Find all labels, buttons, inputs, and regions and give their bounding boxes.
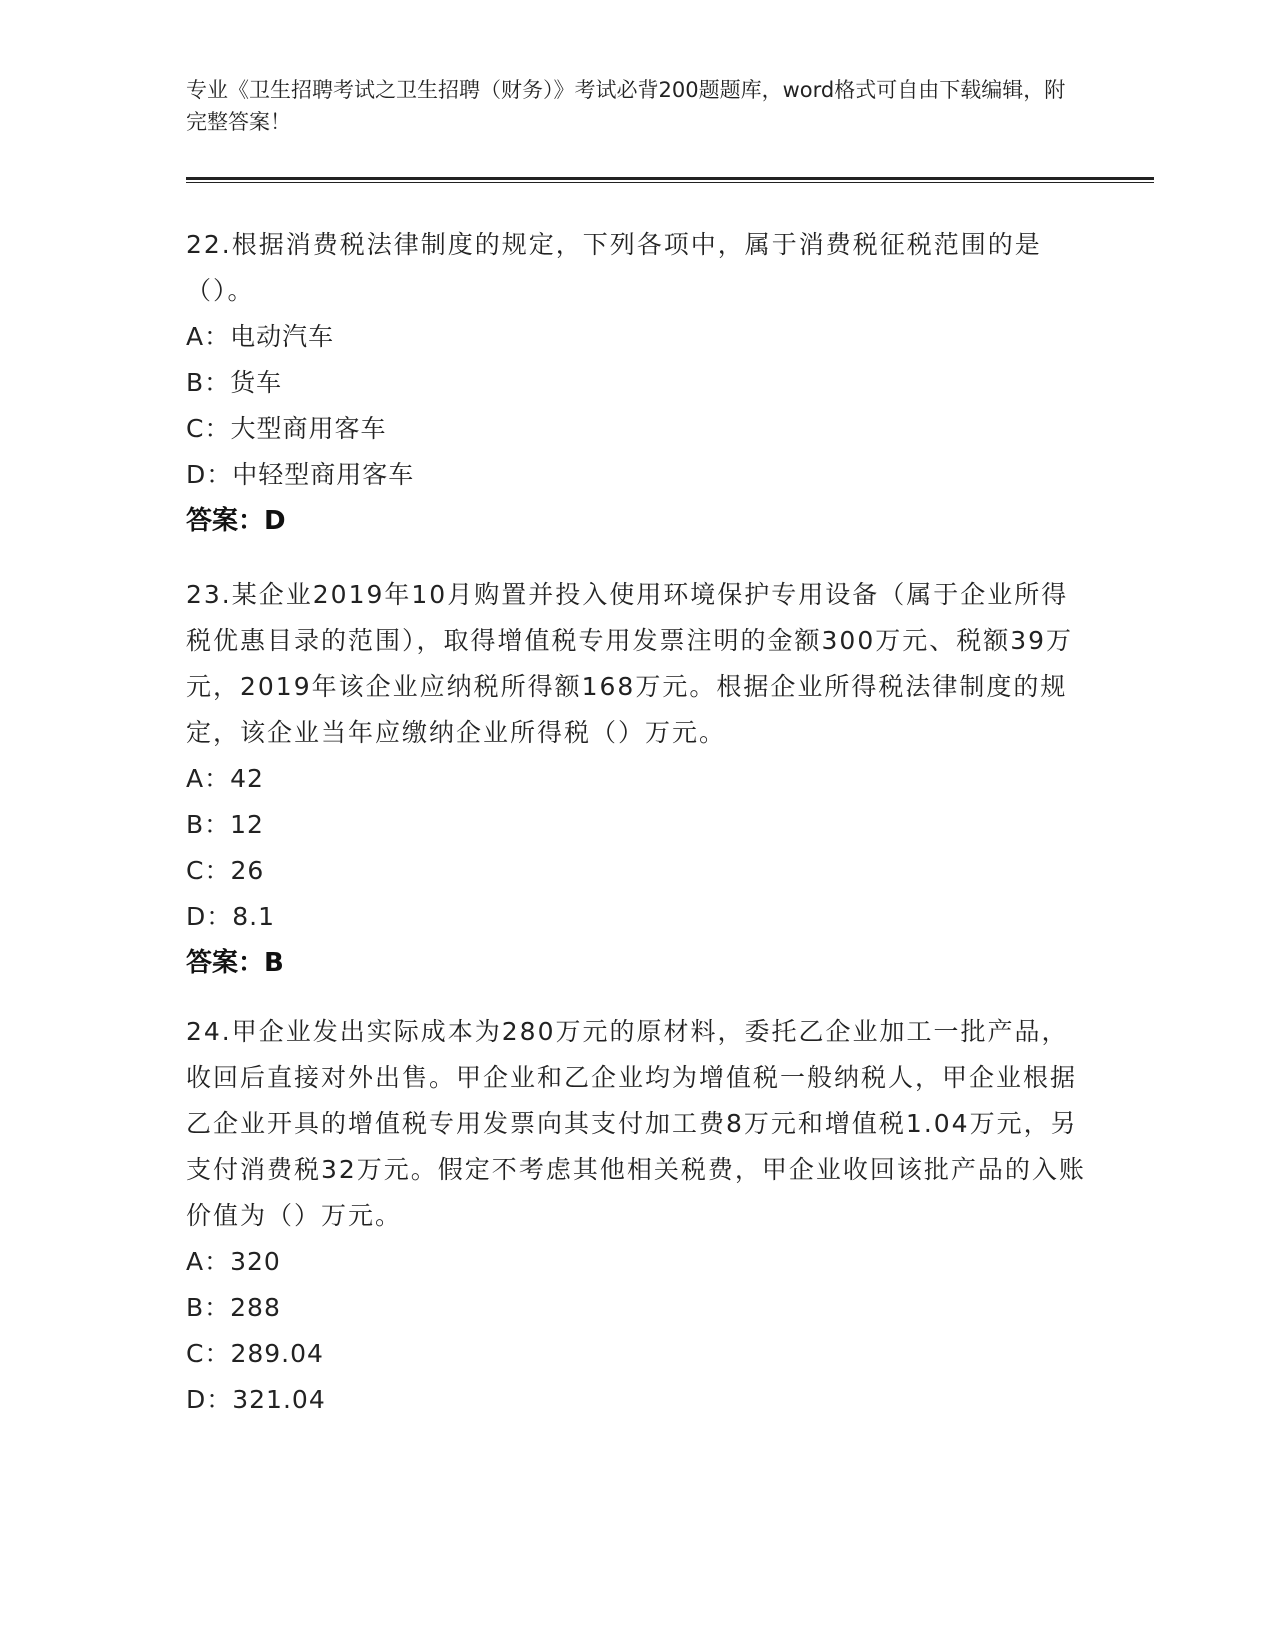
option-c: C：26 bbox=[186, 856, 265, 885]
option-a: A：320 bbox=[186, 1247, 281, 1276]
option-a: A：电动汽车 bbox=[186, 322, 335, 351]
option-c: C：289.04 bbox=[186, 1339, 324, 1368]
option-b: B：货车 bbox=[186, 368, 283, 397]
question-stem: 24.甲企业发出实际成本为280万元的原材料，委托乙企业加工一批产品，收回后直接对外出售。甲企业和乙企业均为增值税一般纳税人，甲企业根据乙企业开具的增值税专用发票向其支付加工费8万元和增值税1.04万元，另支付消费税32万元。假定不考虑其他相关税费，甲企业收回该批产品的入账价值为（）万元。 bbox=[186, 1017, 1086, 1230]
question-stem: 22.根据消费税法律制度的规定，下列各项中，属于消费税征税范围的是（）。 bbox=[186, 230, 1042, 305]
header-divider-thick bbox=[186, 177, 1154, 180]
header-divider-thin bbox=[186, 182, 1154, 183]
option-d: D：8.1 bbox=[186, 902, 276, 931]
option-c: C：大型商用客车 bbox=[186, 414, 387, 443]
option-a: A：42 bbox=[186, 764, 264, 793]
option-b: B：12 bbox=[186, 810, 264, 839]
option-d: D：中轻型商用客车 bbox=[186, 460, 415, 489]
option-d: D：321.04 bbox=[186, 1385, 326, 1414]
answer: 答案：B bbox=[186, 948, 284, 978]
question-24 bbox=[186, 1009, 1086, 1423]
question-23 bbox=[186, 572, 1086, 986]
option-b: B：288 bbox=[186, 1293, 281, 1322]
answer: 答案：D bbox=[186, 506, 286, 536]
question-stem: 23.某企业2019年10月购置并投入使用环境保护专用设备（属于企业所得税优惠目录的范围），取得增值税专用发票注明的金额300万元、税额39万元，2019年该企业应纳税所得额168万元。根据企业所得税法律制度的规定，该企业当年应缴纳企业所得税（）万元。 bbox=[186, 580, 1074, 747]
document-header: 专业《卫生招聘考试之卫生招聘（财务）》考试必背200题题库，word格式可自由下载编辑，附完整答案！ bbox=[186, 78, 1066, 134]
question-22 bbox=[186, 222, 1086, 544]
